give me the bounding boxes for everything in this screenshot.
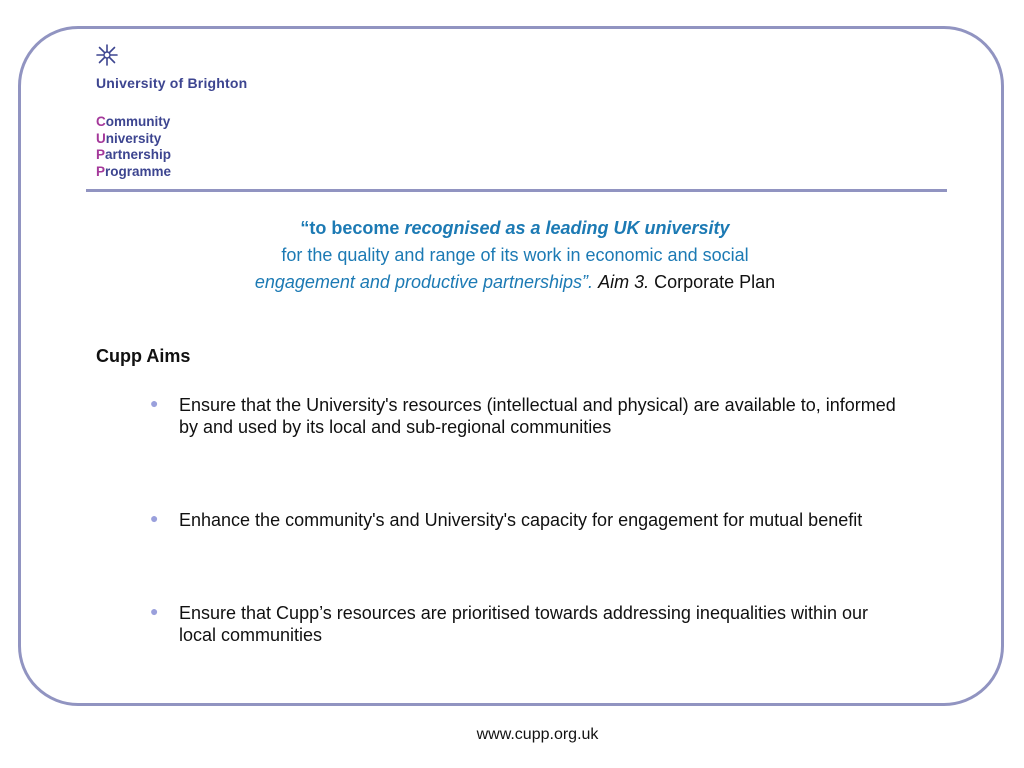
aim-text: Ensure that the University's resources (intellectual and physical) are available to, informed by and used by its local and sub-regional communities bbox=[179, 395, 896, 437]
bullet-icon: ● bbox=[150, 395, 159, 411]
logo-title: University of Brighton bbox=[96, 75, 248, 91]
programme-name bbox=[96, 114, 171, 180]
programme-line: Partnership bbox=[96, 147, 172, 162]
aim-text: Enhance the community's and University's capacity for engagement for mutual benefit bbox=[179, 510, 863, 530]
quote-line-1: “to become recognised as a leading UK university bbox=[300, 218, 730, 238]
bullet-icon: ● bbox=[150, 510, 159, 526]
aims-heading: Cupp Aims bbox=[96, 346, 191, 366]
star-icon bbox=[96, 44, 118, 66]
aim-text: Ensure that Cupp’s resources are prioritised towards addressing inequalities within our local communities bbox=[179, 603, 869, 645]
programme-line: Programme bbox=[96, 163, 172, 179]
bullet-icon: ● bbox=[150, 603, 159, 619]
programme-line: University bbox=[96, 130, 162, 146]
university-logo bbox=[96, 44, 248, 179]
list-item bbox=[150, 509, 910, 531]
quote-line-3: engagement and productive partnerships”. Aim 3. Corporate Plan bbox=[254, 272, 776, 292]
header-divider bbox=[86, 189, 947, 192]
list-item bbox=[150, 602, 910, 646]
quote-line-2: for the quality and range of its work in economic and social bbox=[281, 245, 749, 265]
corporate-plan-quote bbox=[100, 215, 930, 296]
list-item bbox=[150, 394, 910, 438]
programme-line: Community bbox=[96, 114, 171, 129]
footer-url: www.cupp.org.uk bbox=[476, 726, 599, 743]
